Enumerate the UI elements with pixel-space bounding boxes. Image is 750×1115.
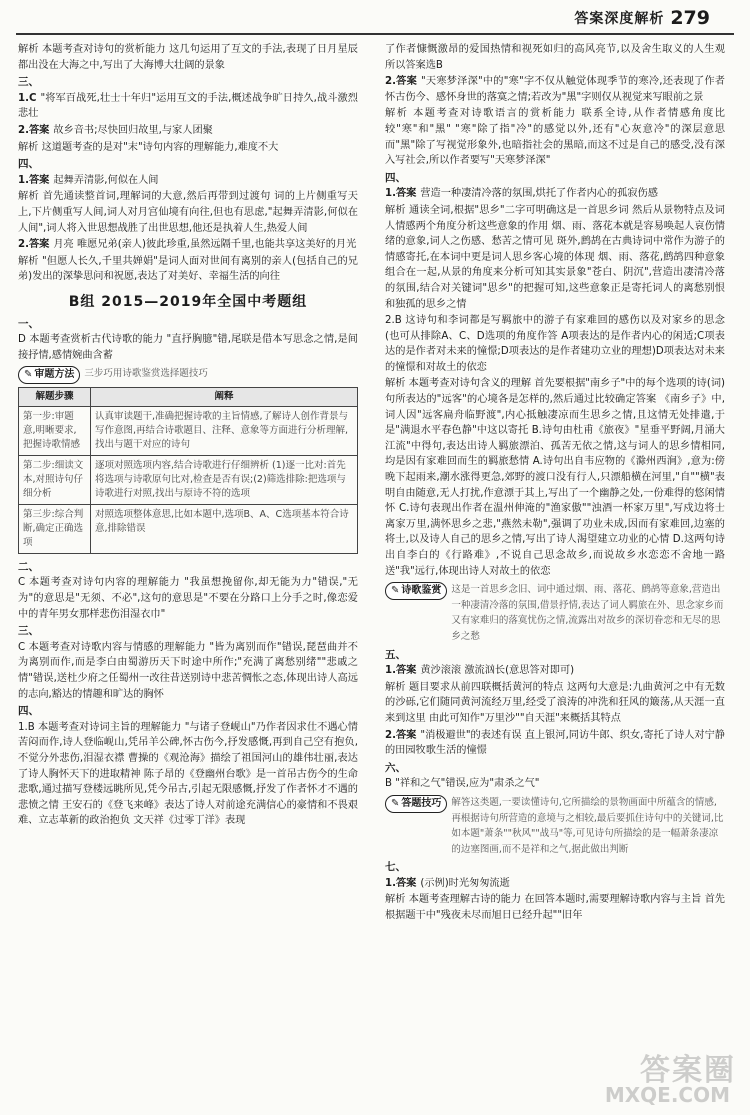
table-cell: 第三步:综合判断,确定正确选项 [19,504,91,553]
section-number: 六、 [385,761,406,774]
left-column [18,42,358,830]
table-header: 阐释 [91,387,358,406]
paragraph: 1.答案 (示例)时光匆匆流逝 [385,877,510,889]
table-row [19,406,358,455]
tip-box [385,582,725,644]
tip-box [385,795,725,857]
header-label: 答案深度解析 [574,11,665,27]
answer-label: 1.答案 [385,665,417,677]
paragraph: 1.答案 营造一种凄清冷落的氛围,烘托了作者内心的孤寂伤感 [385,188,658,200]
watermark-text: 答案圈 [640,1053,736,1088]
paragraph: B "祥和之气"错误,应为"肃杀之气" [385,778,540,790]
page-header [574,4,710,32]
right-column [385,42,725,925]
answer-label: 2.答案 [385,729,417,741]
paragraph: 解析 本题考查理解古诗的能力 在回答本题时,需要理解诗歌内容与主旨 首先根据题干中"残夜未尽而旭日已经升起""旧年 [385,894,725,922]
paragraph: 解析 本题考查对诗句的赏析能力 这几句运用了互文的手法,表现了日月星辰都出没在大海之中,写出了大海博大壮阔的景象 [18,44,358,71]
watermark-url: MXQE.COM [604,1083,730,1107]
page-number: 279 [670,7,710,29]
steps-table [18,387,358,554]
book-icon: ✎ [391,585,400,597]
paragraph: 2.B 这诗句和李词都是写羁旅中的游子有家难回的感伤以及对家乡的思念 (也可从排除A、C、D选项的角度作答 A项表达的是作者内心的闲适;C项表达的是作者对未来的憧憬;D项表达的是作者建功立业的理想)D项表达对未来的憧憬和对故土的依恋 [385,315,725,373]
paragraph: 解析 本题考查对诗歌语言的赏析能力 联系全诗,从作者情感角度比较"寒"和"黑" "寒"除了指"冷"的感觉以外,还有"心灰意冷"的深层意思 而"黑"除了写视觉形象外,也暗指社会的黑暗,而这不过是自己的感受,没有深入写社会,所以作者要写"天寒梦泽深" [385,108,725,167]
paragraph: 1.C "将军百战死,壮士十年归"运用互文的手法,概述战争旷日持久,战斗激烈悲壮 [18,92,358,120]
paragraph: 了作者慷慨激昂的爱国热情和视死如归的高风亮节,以及舍生取义的人生观 所以答案选B [385,44,725,71]
table-cell: 第二步:细读文本,对照诗句仔细分析 [19,455,91,504]
paragraph: 1.B 本题考查对诗词主旨的理解能力 "与诸子登岘山"乃作者因求仕不遇心情苦闷而作,诗人登临岘山,凭吊羊公碑,怀古伤今,抒发感慨,再到自己空有抱负,不觉分外悲伤,泪湿衣襟 曹操的《观沧海》描绘了祖国河山的雄伟壮丽,表达了诗人胸怀天下的进取精神 陈子昂的《登幽州台歌》是一首吊古伤今的生命悲歌,通过描写登楼远眺所见,凭今吊古,引起无限感慨,抒发了作者怀才不遇的悲愤之情 王安石的《登飞来峰》表达了诗人对前途充满信心的豪情和不畏艰难、立志革新的政治抱负 文天祥《过零丁洋》表现 [18,721,358,827]
paragraph: 2.答案 月亮 唯愿兄弟(亲人)彼此珍重,虽然远隔千里,也能共享这美好的月光 [18,239,357,251]
paragraph: 解析 首先通读整首词,理解词的大意,然后再带到过渡句 词的上片侧重写天上,下片侧重写人间,词人对月宫仙境有向往,但也有思虑,"起舞弄清影,何似在人间",词人将入世思想战胜了出世思想,他还是执着人生,热爱人间 [18,191,358,234]
answer-label: 1.C [18,92,37,104]
answer-label: 1.答案 [385,877,417,889]
paragraph: 2.答案 "天寒梦泽深"中的"寒"字不仅从触觉体现季节的寒冷,还表现了作者怀古伤今、感怀身世的落寞之情;若改为"黑"字则仅从视觉来写眼前之景 [385,76,725,103]
tip-text: 这是一首思乡念旧、词中通过烟、雨、落花、鹧鸪等意象,营造出一种凄清冷落的氛围,借景抒情,表达了词人羁旅在外、思念家乡而又有家难归的落寞忧伤之情,流露出对故乡的深切眷恋和无尽的思乡之愁 [451,584,724,642]
section-number: 一、 [18,317,39,330]
tip-badge: ✎ 审题方法 [18,366,80,384]
tip-text: 三步巧用诗歌鉴赏选择题技巧 [84,368,208,380]
table-header: 解题步骤 [19,387,91,406]
paragraph: C 本题考查对诗歌内容与情感的理解能力 "皆为离别而作"错误,琵琶曲并不为离别而作,而是李白由蜀游历天下时途中所作;"充满了离愁别绪""悲戚之情"错误,送杜少府之任蜀州一改往昔送别诗中悲苦惆怅之态,体现出诗人高远的志向,豁达的情趣和旷达的胸怀 [18,641,358,700]
paragraph: 解析 题目要求从前四联概括黄河的特点 这两句大意是:九曲黄河之中有无数的沙砾,它们随同黄河流经万里,经受了浪涛的冲洗和狂风的簸荡,从天涯一直来到这里 由此可知作"万里沙""自天涯"来概括其特点 [385,681,725,724]
paragraph: 1.答案 黄沙滚滚 激流汹长(意思答对即可) [385,665,575,677]
section-number: 三、 [18,625,39,638]
section-number: 四、 [18,705,39,718]
header-rule [16,33,734,35]
table-row [19,455,358,504]
watermark [604,1045,736,1109]
paragraph: C 本题考查对诗句内容的理解能力 "我虽想挽留你,却无能为力"错误,"无为"的意思是"无须、不必",这句的意思是"不要在分路口上分手之时,像恋爱中的青年男女那样悲伤泪湿衣巾" [18,577,358,620]
section-number: 四、 [18,158,39,171]
table-cell: 第一步:审题意,明晰要求,把握诗歌情感 [19,406,91,455]
pen-icon: ✎ [24,369,33,381]
lightbulb-icon: ✎ [391,797,400,809]
answer-label: 2.答案 [18,124,50,136]
section-number: 七、 [385,861,406,874]
paragraph: D 本题考查赏析古代诗歌的能力 "直抒胸臆"错,尾联是借本写思念之情,是间接抒情,感情婉曲含蓄 [18,334,358,361]
paragraph: 1.答案 起舞弄清影,何似在人间 [18,174,159,186]
paragraph: 2.答案 故乡音书;尽快回归故里,与家人团聚 [18,124,213,136]
answer-label: 2.答案 [385,76,418,88]
tip-text: 解答这类题,一要读懂诗句,它所描绘的景物画面中所蕴含的情感,再根据诗句所营造的意境与之相较,最后要抓住诗句中的关键词,比如本题"萧条""秋风""战马"等,可见诗句所描绘的是一幅萧条凄凉的边塞图画,而不是祥和之气,据此做出判断 [451,796,724,855]
table-cell: 认真审读题干,准确把握诗歌的主旨情感,了解诗人创作背景与写作意图,再结合诗歌题目、注释、意象等方面进行分析理解,找出与题干对应的诗句 [91,406,358,455]
answer-label: 1.答案 [385,188,417,200]
tip-badge: ✎ 诗歌鉴赏 [385,582,447,600]
paragraph: 解析 这道题考查的是对"末"诗句内容的理解能力,难度不大 [18,141,279,153]
table-row [19,504,358,553]
paragraph: 解析 本题考查对诗句含义的理解 首先要根据"南乡子"中的每个选项的诗(词)句所表达的"远客"的心境各是怎样的,然后通过比较确定答案 《南乡子》中,词人因"远客扁舟临野渡",内心抵触凄凉而生思乡之情,且这情无处排遣,于是"满退水平春色静"中这以寄托 B.诗句由杜甫《旅夜》"星垂平野阔,月涌大江流"中得句,表达出诗人羁旅漂泊、孤苦无依之情,这与词人的思乡情相同,均是因有家难回而生的羁旅愁情 A.诗句出自韦应物的《滁州西涧》,意为:傍晚下起雨来,潮水涨得更急,郊野的渡口没有行人,只漂船横在河里,"自""横"表明自由随意,无人打扰,作意漂于其上,写出了一个幽静之处,一份难得的悠闲情怀 C.诗句表现出作者在温州伸淹的"渔家傲""浊酒一杯家万里",写戍边将士离家万里,满怀思乡之悲,"燕然未勒",强调了功业未成,因而有家难回,边塞的将士,以及诗人自己的思乡之情,写出了诗人渴望建立功业的心情 D.这两句诗出自李白的《行路难》,不说自己思念故乡,而说故乡水恋恋不舍地一路送"我"远行,体现出诗人对故土的依恋 [385,378,725,577]
paragraph: 2.答案 "消极避世"的表述有误 直上银河,同访牛郎、织女,寄托了诗人对宁静的田园牧歌生活的憧憬 [385,729,725,757]
table-cell: 逐项对照选项内容,结合诗歌进行仔细辨析 (1)逐一比对:首先将选项与诗歌原句比对,检查是否有误;(2)筛选排除:把选项与诗歌进行对照,找出与原诗不符的选项 [91,455,358,504]
section-number: 四、 [385,171,406,184]
answer-label: 1.答案 [18,174,50,186]
tip-box [18,366,358,384]
section-number: 二、 [18,560,39,573]
section-title: B组 2015—2019年全国中考题组 [68,293,308,310]
table-cell: 对照选项整体意思,比如本题中,选项B、A、C选项基本符合诗意,排除错误 [91,504,358,553]
paragraph: 解析 "但愿人长久,千里共婵娟"是词人面对世间有离别的亲人(包括自己的兄弟)发出的深挚思问和祝愿,表达了对美好、幸福生活的向往 [18,255,358,283]
tip-badge: ✎ 答题技巧 [385,795,447,813]
answer-label: 2.答案 [18,239,50,251]
section-number: 三、 [18,76,39,89]
paragraph: 解析 通读全词,根据"思乡"二字可明确这是一首思乡词 然后从景物特点及词人情感两个角度分析这些意象的作用 烟、雨、落花本就是容易唤起人哀伤情绪的意象,词人之伤感、愁苦之情可见 斑外,鹧鸪在古典诗词中常作为游子的情感寄托,在本词中更是词人思乡客心境的体现 烟、雨、落花,鹧鸪四种意象组合在一起,从景的角度来分析可知其实景象"苍白、阴沉",营造出凄清冷落的氛围,结合对关键词"思乡"的把握可知,这些意象正是寄托词人的离愁别恨和独孤的思乡之情 [385,204,725,310]
section-number: 五、 [385,648,406,661]
